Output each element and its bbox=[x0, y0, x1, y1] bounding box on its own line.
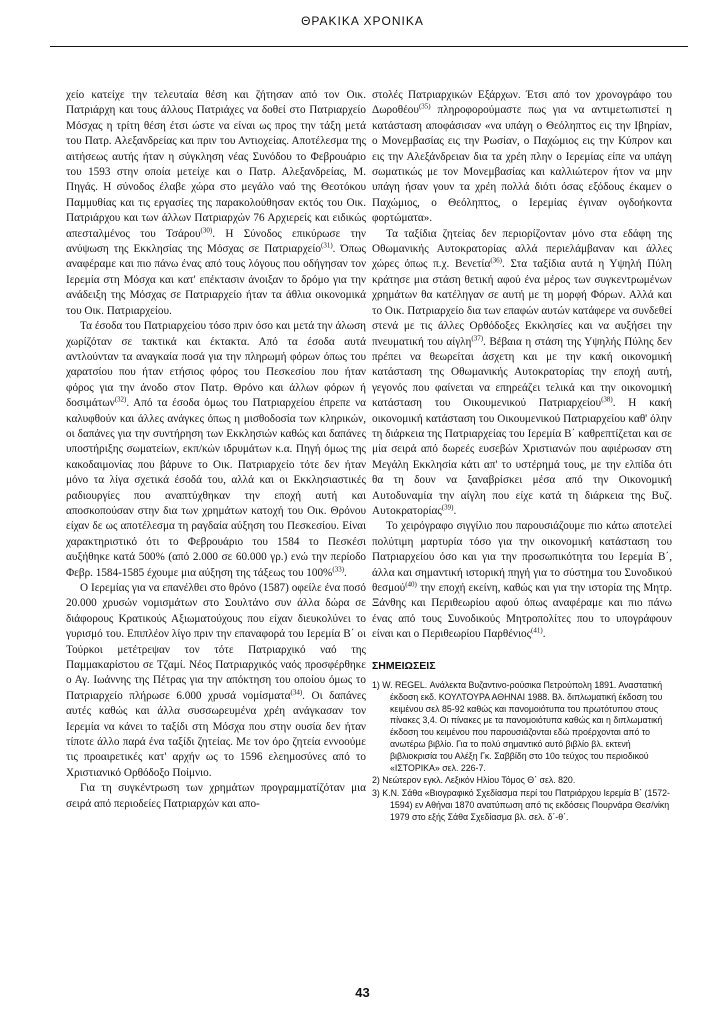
text-segment: την εποχή εκείνη, καθώς και για την ιστορία της Μητρ. Ξάνθης και Περιθεωρίου αφού όπως αναφέραμε και πιο πάνω ένας από τους Συνοδικούς Μητροπολίτες που το υπογράφουν είναι και ο Περιθεωρίου Παρθένιος bbox=[372, 582, 672, 641]
left-column bbox=[66, 88, 366, 812]
text-segment: πληροφορούμαστε πως για να αντιμετωπιστεί η κατάσταση αποφάσισαν «να υπάγη ο Θεόληπτος εις την Ιβηρίαν, ο Μονεμβασίας εις την Ρωσίαν, ο Παχώμιος εις την Κύπρον και εις την Αλεξάνδρειαν δια τα χρέη πλην ο Ιερεμίας είπε να υπάγη σωματικώς με τον Μονεμβασίας και καλλιώτερον ήτον να μην υπάγη ήσαν γουν τα χρέη πολλά διότι όσας εξόδους έκαμεν ο Παχώμιος, ο Θεόληπτος, ο Ιερεμίας έγιναν ογδοήκοντα φορτώματα». bbox=[372, 104, 672, 225]
header-rule bbox=[50, 46, 688, 47]
body-paragraph bbox=[372, 88, 672, 227]
body-paragraph bbox=[372, 519, 672, 642]
text-segment: . Η Σύνοδος επικύρωσε την ανύψωση της Εκκλησίας της Μόσχας σε Πατριαρχείο bbox=[66, 227, 366, 256]
right-column bbox=[372, 88, 672, 825]
body-paragraph bbox=[66, 319, 366, 581]
footnote-reference: (37) bbox=[471, 333, 484, 342]
note-item: 2) Νεώτερον εγκλ. Λεξικόν Ηλίου Τόμος Θ΄ σελ. 820. bbox=[372, 775, 576, 786]
text-segment: στολές Πατριαρχικών Εξάρχων. Έτσι από τον χρονογράφο του Δωροθέου bbox=[372, 89, 672, 117]
text-segment: . Βέβαια η στάση της Υψηλής Πύλης δεν πρέπει να θεωρείται άσχετη και με την κακή οικονομική κατάσταση της Οθωμανικής Αυτοκρατορίας την εποχή αυτή, γεγονός που φαίνεται να επηρεάζει τελικά και την οικονομική κατάσταση του Οικουμενικού Πατριαρχείου bbox=[372, 335, 673, 410]
footnote-reference: (38) bbox=[601, 395, 613, 404]
text-segment: . Οι δαπάνες αυτές καθώς και άλλα συσσωρευμένα χρέη ανάγκασαν τον Ιερεμία να κάνει το ταξίδι στη Μόσχα που στην ουσία δεν ήταν τίποτε άλλο παρά ένα ταξίδι ζητείας. Με τον όρο ζητεία εννοούμε τις προαιρετικές κατ' αρχήν ως το 1596 ελεημοσύνες από το Χριστιανικό Ορθόδοξο Ποίμνιο. bbox=[66, 689, 366, 779]
running-title: ΘΡΑΚΙΚΑ ΧΡΟΝΙΚΑ bbox=[301, 14, 424, 28]
notes-list bbox=[372, 680, 672, 824]
note-item: 1) W. REGEL. Ανάλεκτα Βυζαντινο-ρούσικα Πετρούπολη 1891. Αναστατική έκδοση εκδ. ΚΟΥΛΤΟΥΡΑ ΑΘΗΝΑΙ 1988. Βλ. διπλωματική έκδοση του κειμένου σελ 85-92 καθώς και πανομοιότυπα του πρωτότυπου στους πίνακες 3,4. Οι πίνακες με τα πανομοιότυπα καθώς και η διπλωματική έκδοση του κειμένου που παρουσιάζονται εδώ προέρχονται από το ανωτέρω βιβλίο. Για το πολύ σημαντικό αυτό βιβλίο βλ. εκτενή βιβλιοκρισία του Αλέξη Γκ. Σαββίδη στο 10ο τεύχος του περιοδικού «ΙΣΤΟΡΙΚΑ» σελ. 226-7. bbox=[372, 680, 663, 773]
notes-heading: ΣΗΜΕΙΩΣΕΙΣ bbox=[372, 659, 436, 672]
text-segment: . bbox=[453, 504, 457, 517]
text-segment: Το χειρόγραφο σιγγίλιο που παρουσιάζουμε πιο κάτω αποτελεί πολύτιμη μαρτυρία τόσο για την οικονομική κατάσταση του Πατριαρχείου όσο και για την προσωπικότητα του Ιερεμία Β΄, άλλα και σημαντική ιστορική πηγή για το σύστημα του Συνοδικού θεσμού bbox=[372, 520, 672, 594]
text-segment: Ο Ιερεμίας για να επανέλθει στο θρόνο (1587) οφείλε ένα ποσό 20.000 χρυσών νομισμάτων στο Σουλτάνο συν άλλα δώρα σε διάφορους Κρατικούς Αξιωματούχους που είχαν διευκολύνει το γυρισμό του. Επιπλέον λίγο πριν την επαναφορά του Ιερεμία Β΄ οι Τούρκοι μετέτρεψαν τον τότε Πατριαρχικό ναό της Παμμακαρίστου σε Τζαμί. Νέος Πατριαρχικός ναός προσφέρθηκε ο Αγ. Ιωάννης της Πέτρας για την απόκτηση του οποίου όμως το Πατριαρχείο πλήρωσε 6.000 χρυσά νομίσματα bbox=[66, 582, 366, 702]
body-paragraph bbox=[66, 581, 366, 781]
footnote-reference: (40) bbox=[405, 580, 417, 589]
text-segment: Τα ταξίδια ζητείας δεν περιορίζονταν μόνο στα εδάφη της Οθωμανικής Αυτοκρατορίας αλλά περιελάμβαναν και άλλες χώρες όπως π.χ. Βενετία bbox=[372, 227, 672, 271]
text-segment: . Όπως αναφέραμε και πιο πάνω ένας από τους λόγους που οδήγησαν τον Ιερεμία στη Μόσχα και κατ' επέκτασιν άνοιξαν το δρόμο για την ανάδειξη της Μόσχας σε Πατριαρχείο ήταν τα άθλια οικονομικά του Οικ. Πατριαρχείου. bbox=[66, 243, 366, 317]
text-segment: . bbox=[344, 566, 347, 579]
text-segment: Τα έσοδα του Πατριαρχείου τόσο πριν όσο και μετά την άλωση χωρίζόταν σε τακτικά και έκτακτα. Από τα έσοδα αυτά αντλούνταν τα αναγκαία ποσά για την πληρωμή φόρων όπως του χαρατσίου που ήταν ετήσιος φόρος του Πεσκεσίου που ήταν φόρος για την άνοδο στον Πατρ. Θρόνο και άλλων φόρων ή δοσιμάτων bbox=[66, 320, 366, 410]
footnote-reference: (36) bbox=[490, 256, 502, 265]
footnote-reference: (41) bbox=[531, 626, 543, 635]
page-number: 43 bbox=[355, 985, 370, 1000]
footnote-reference: (32) bbox=[114, 395, 127, 404]
footnote-reference: (34) bbox=[290, 688, 303, 697]
body-paragraph bbox=[66, 781, 366, 812]
footnote-reference: (35) bbox=[418, 102, 431, 111]
footnote-reference: (39) bbox=[441, 503, 454, 512]
body-paragraph bbox=[372, 227, 672, 520]
body-paragraph bbox=[66, 88, 366, 319]
text-segment: χείο κατείχε την τελευταία θέση και ζήτησαν από τον Οικ. Πατριάρχη και τους άλλους Πατριάχες να δοθεί στο Πατριαρχείο Μόσχας η τρίτη θέση έτσι ώστε να είναι ως προς την τάξη μετά του Πατρ. Αλεξανδρείας και πριν του Αντιοχείας. Αποτέλεσμα της αιτήσεως αυτής ήταν η σύγκληση νέας Συνόδου το Φεβρουάριο του 1593 στην οποία μετείχε και ο Πατρ. Αλεξανδρείας, Μ. Πηγάς. Η σύνοδος έλαβε χώρα στο μεγάλο ναό της Θεοτόκου Παμμυθίας και τις εργασίες της παρακολούθησαν εκτός του Οικ. Πατριάρχου και των άλλων Πατριαρχών 76 Αρχιερείς και ειδικώς απεσταλμένος του Τσάρου bbox=[66, 89, 366, 240]
text-segment: . bbox=[542, 628, 546, 641]
text-segment: . Η κακή οικονομική κατάσταση του Οικουμενικού Πατριαρχείου καθ' όλην τη διάρκεια της Πατριαρχείας του Ιερεμία Β΄ καθρεπτίζεται και σε μία σειρά από δωρεές ευσεβών Χριστιανών που αφιέρωσαν στη Μεγάλη Εκκλησία κάτι απ' το υστέρημά τους, με την ελπίδα ότι θα τη δουν να ξαναβρίσκει μέσα από την Οικονομική Αυτοδυναμία την αίγλη που είχε κατά τη διάρκεια της Βυζ. Αυτοκρατορίας bbox=[372, 397, 673, 517]
text-segment: . Από τα έσοδα όμως του Πατριαρχείου έπρεπε να καλυφθούν και άλλες ανάγκες όπως η μισθοδοσία των κληρικών, οι δαπάνες για την συντήρηση των Εκκλησιών καθώς και δαπάνες υποστήριξης σωματείων, εκπ/κών ιδρυμάτων κ.α. Πηγή όμως της κακοδαιμονίας που βάρυνε το Οικ. Πατριαρχείο τότε δεν ήταν μόνο τα λίγα σχετικά έσοδά του, αλλά και οι Εκκλησιαστικές ραδιουργίες που αναπτύχθηκαν την εποχή αυτή και αποσκοπούσαν στην δια των χρημάτων κατοχή του Οικ. Θρόνου είχαν δε ως αποτέλεσμα τη ραγδαία αύξηση του Πεσκεσίου. Είναι χαρακτηριστικό ότι το Φεβρουάριο του 1584 το Πεσκέσι αυξήθηκε κατά 500% (από 2.000 σε 60.000 γρ.) ενώ την περίοδο Φεβρ. 1584-1585 έχουμε μια αύξηση της τάξεως του 100% bbox=[66, 397, 366, 579]
footnote-reference: (33) bbox=[332, 564, 345, 573]
note-item: 3) Κ.Ν. Σάθα «Βιογραφικό Σχεδίασμα περί του Πατριάρχου Ιερεμία Β΄ (1572-1594) εν Αθήναι 1870 ανατύπωση από τις εκδόσεις Πουρνάρα Θεσ/νίκη 1979 στο εξής Σάθα Σχεδίασμα βλ. σελ. δ΄-θ΄. bbox=[372, 788, 670, 822]
text-segment: . Στα ταξίδια αυτά η Υψηλή Πύλη κράτησε μια στάση θετική αφού ένα μέρος των συγκεντρωμένων χρημάτων θα κατέληγαν σε αυτή με τη μορφή Φόρων. Αλλά και το Οικ. Πατριαρχείο δια των επαφών αυτών κατάφερε να συνδεθεί στενά με τις άλλες Ορθόδοξες Εκκλησίες και να αυξήσει την πνευματική του αίγλη bbox=[372, 258, 672, 348]
footnote-reference: (31) bbox=[320, 241, 333, 250]
text-segment: Για τη συγκέντρωση των χρημάτων προγραμματίζόταν μια σειρά από περιοδείες Πατριαρχών και απο- bbox=[66, 782, 366, 810]
footnote-reference: (30) bbox=[200, 225, 213, 234]
